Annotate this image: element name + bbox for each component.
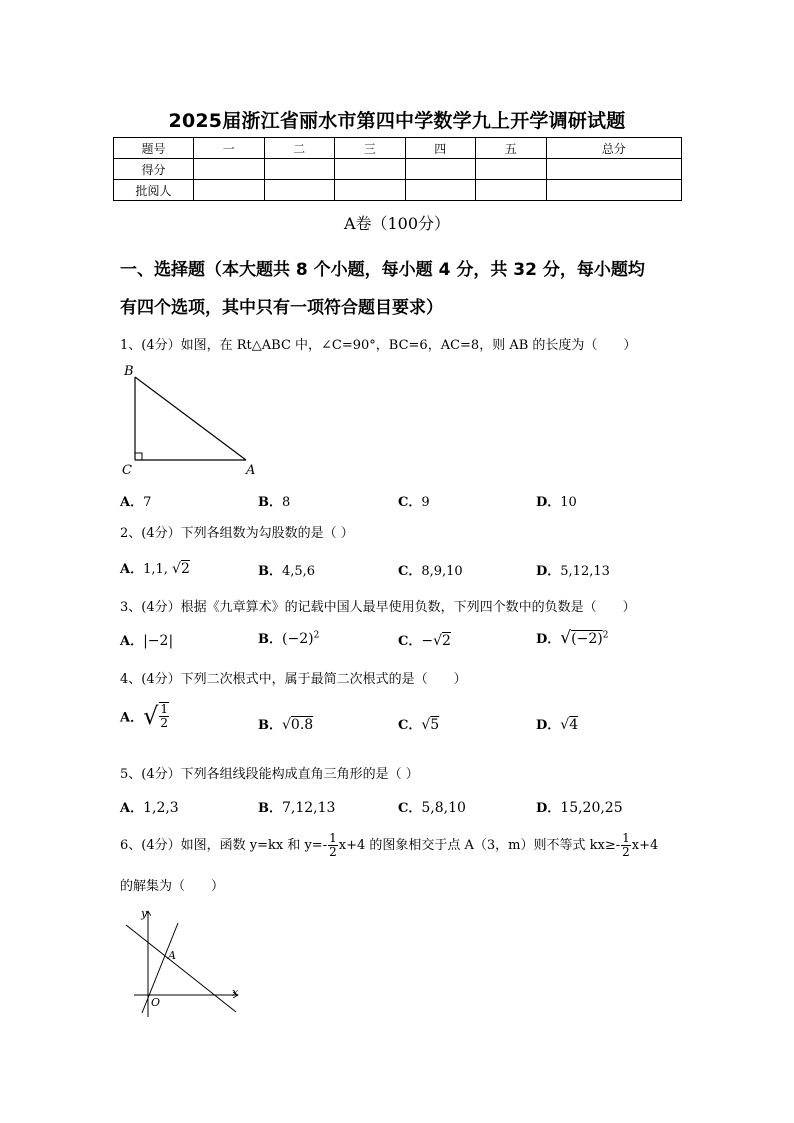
score-cell[interactable]: [546, 180, 682, 201]
origin-label-o: O: [151, 996, 161, 1009]
score-cell[interactable]: [264, 159, 335, 180]
sqrt-sign: √: [143, 702, 159, 730]
table-header-cell: 总分: [546, 138, 682, 159]
score-cell[interactable]: [476, 159, 547, 180]
table-header-cell: 一: [194, 138, 265, 159]
triangle-side-ab: [135, 377, 246, 460]
question-5-option-b[interactable]: B．7,12,13: [258, 800, 336, 816]
question-1-stem: 1、(4分）如图，在 Rt△ABC 中，∠C=90°，BC=6，AC=8，则 AB 的长度为（ ）: [120, 338, 637, 353]
question-1-option-a[interactable]: A．7: [120, 495, 152, 510]
sqrt-sign: √: [560, 717, 570, 733]
question-2-stem: 2、(4分）下列各组数为勾股数的是（ ）: [120, 526, 354, 541]
score-cell[interactable]: [476, 180, 547, 201]
question-2-option-d[interactable]: D．5,12,13: [536, 564, 610, 579]
sqrt-sign: √: [172, 561, 181, 577]
section-heading-line2: 有四个选项，其中只有一项符合题目要求）: [120, 298, 443, 318]
question-1-option-b[interactable]: B．8: [258, 495, 291, 510]
question-6-graph-figure: [118, 905, 248, 1023]
question-6-stem: 6、(4分）如图，函数 y=kx 和 y=- $\frac{1}{2}$ x+4 的图象相交于点 A（3，m）则不等式 kx≥- $\frac{1}{2}$ x+4: [120, 831, 659, 859]
sqrt-sign: √: [421, 717, 431, 733]
score-cell[interactable]: [546, 159, 682, 180]
question-2-option-b[interactable]: B．4,5,6: [258, 564, 316, 579]
score-cell[interactable]: [264, 180, 335, 201]
question-5-option-d[interactable]: D．15,20,25: [536, 800, 623, 816]
sqrt-sign: √: [282, 717, 291, 733]
table-row-label: 批阅人: [114, 180, 194, 201]
vertex-label-b: B: [124, 364, 134, 379]
question-3-option-a[interactable]: A．|−2|: [120, 633, 174, 649]
question-4-option-a[interactable]: A．√ $\frac{1}{2}$: [120, 702, 169, 730]
table-header-cell: 三: [335, 138, 406, 159]
question-3-option-b[interactable]: B．$(-2)^2$: [258, 630, 320, 647]
question-3-option-c[interactable]: C．−√2: [398, 633, 451, 649]
paper-section-label: A卷（100分）: [343, 214, 451, 233]
table-row: [114, 180, 682, 201]
question-5-option-c[interactable]: C．5,8,10: [398, 800, 466, 816]
question-1-triangle-figure: [118, 360, 268, 480]
score-cell[interactable]: [335, 180, 406, 201]
question-1-option-c[interactable]: C．9: [398, 495, 430, 510]
table-header-cell: 二: [264, 138, 335, 159]
table-header-cell: 题号: [114, 138, 194, 159]
score-cell[interactable]: [194, 180, 265, 201]
question-1-option-d[interactable]: D．10: [536, 495, 577, 510]
table-row: [114, 159, 682, 180]
score-cell[interactable]: [405, 180, 476, 201]
score-cell[interactable]: [194, 159, 265, 180]
table-header-cell: 四: [405, 138, 476, 159]
question-4-option-c[interactable]: C．√5: [398, 717, 440, 733]
question-6-stem-line2: 的解集为（ ）: [120, 879, 225, 894]
sqrt-sign: √: [560, 628, 572, 648]
section-heading-line1: 一、选择题（本大题共 8 个小题，每小题 4 分，共 32 分，每小题均: [120, 260, 645, 280]
score-cell[interactable]: [405, 159, 476, 180]
question-4-stem: 4、(4分）下列二次根式中，属于最简二次根式的是（ ）: [120, 672, 467, 687]
vertex-label-a: A: [246, 463, 256, 478]
axis-label-x: x: [232, 986, 239, 999]
table-row: [114, 138, 682, 159]
point-label-a: A: [168, 949, 176, 962]
score-cell[interactable]: [335, 159, 406, 180]
axis-label-y: y: [141, 907, 148, 920]
table-row-label: 得分: [114, 159, 194, 180]
table-header-cell: 五: [476, 138, 547, 159]
sqrt-sign: √: [433, 633, 443, 649]
right-angle-mark: [135, 453, 142, 460]
score-table: [113, 137, 682, 201]
line-y-neg-half-x-plus-4: [126, 925, 236, 1012]
question-3-stem: 3、(4分）根据《九章算术》的记载中国人最早使用负数，下列四个数中的负数是（ ）: [120, 600, 636, 615]
question-5-stem: 5、(4分）下列各组线段能构成直角三角形的是（ ）: [120, 767, 419, 782]
question-4-option-d[interactable]: D．√4: [536, 717, 579, 733]
question-4-option-b[interactable]: B．√0.8: [258, 717, 314, 733]
question-2-option-c[interactable]: C．8,9,10: [398, 564, 463, 579]
vertex-label-c: C: [122, 463, 132, 478]
question-3-option-d[interactable]: D．$√(-2)^2$: [536, 628, 609, 648]
page-title: 2025届浙江省丽水市第四中学数学九上开学调研试题: [168, 110, 626, 132]
question-2-option-a[interactable]: A．1,1, √2: [120, 561, 190, 577]
question-5-option-a[interactable]: A．1,2,3: [120, 800, 179, 816]
